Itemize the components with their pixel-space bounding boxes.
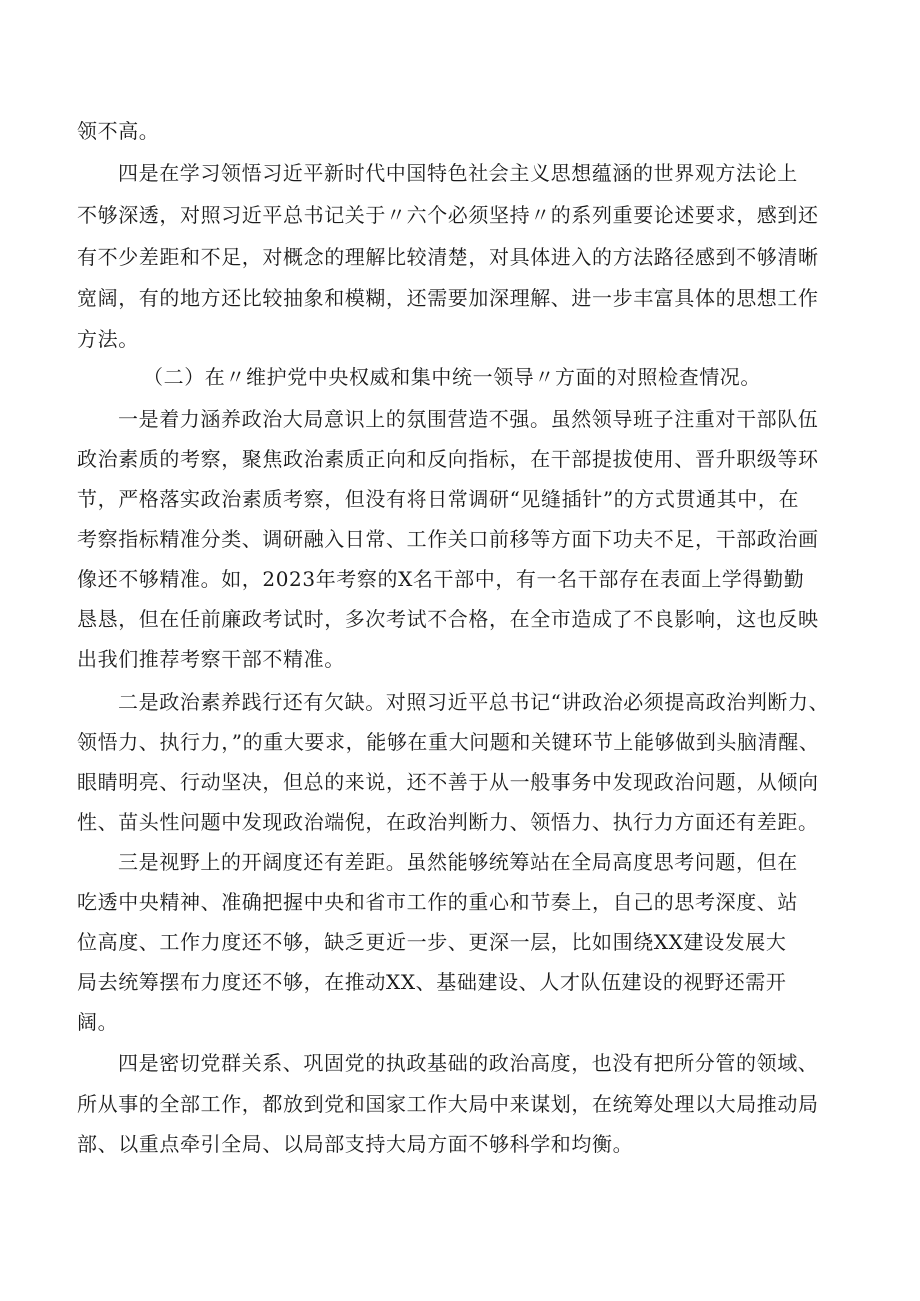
text-line: 四是密切党群关系、巩固党的执政基础的政治高度，也没有把所分管的领域、 bbox=[118, 1051, 819, 1075]
text-line: 局去统筹摆布力度还不够，在推动XX、基础建设、人才队伍建设的视野还需开 bbox=[77, 970, 787, 994]
text-line: 一是着力涵养政治大局意识上的氛围营造不强。虽然领导班子注重对干部队伍 bbox=[118, 407, 819, 431]
section-heading: （二）在〃维护党中央权威和集中统一领导〃方面的对照检查情况。 bbox=[143, 365, 761, 389]
text-line: 阔。 bbox=[77, 1010, 119, 1034]
text-line: 眼睛明亮、行动坚决，但总的来说，还不善于从一般事务中发现政治问题，从倾向 bbox=[77, 770, 819, 794]
text-line: 二是政治素养践行还有欠缺。对照习近平总书记“讲政治必须提高政治判断力、 bbox=[118, 690, 830, 714]
text-line: 节，严格落实政治素质考察，但没有将日常调研“见缝插针”的方式贯通其中，在 bbox=[77, 487, 800, 511]
text-line: 方法。 bbox=[77, 327, 139, 351]
text-line: 位高度、工作力度还不够，缺乏更近一步、更深一层，比如围绕XX建设发展大 bbox=[77, 930, 787, 954]
text-line: 宽阔，有的地方还比较抽象和模糊，还需要加深理解、进一步丰富具体的思想工作 bbox=[77, 286, 819, 310]
text-line: 恳恳，但在任前廉政考试时，多次考试不合格，在全市造成了不良影响，这也反映 bbox=[77, 607, 819, 631]
text-line: 有不少差距和不足，对概念的理解比较清楚，对具体进入的方法路径感到不够清晰 bbox=[77, 245, 819, 269]
text-line: 领不高。 bbox=[77, 119, 160, 143]
text-line: 出我们推荐考察干部不精准。 bbox=[77, 647, 345, 671]
text-line: 部、以重点牵引全局、以局部支持大局方面不够科学和均衡。 bbox=[77, 1132, 634, 1156]
text-line: 三是视野上的开阔度还有差距。虽然能够统筹站在全局高度思考问题，但在 bbox=[118, 850, 798, 874]
text-line: 像还不够精准。如，2023年考察的X名干部中，有一名干部存在表面上学得勤勤 bbox=[77, 567, 805, 591]
text-line: 不够深透，对照习近平总书记关于〃六个必须坚持〃的系列重要论述要求，感到还 bbox=[77, 203, 819, 227]
text-line: 吃透中央精神、准确把握中央和省市工作的重心和节奏上，自己的思考深度、站 bbox=[77, 890, 798, 914]
text-line: 政治素质的考察，聚焦政治素质正向和反向指标，在干部提拔使用、晋升职级等环 bbox=[77, 447, 819, 471]
text-line: 领悟力、执行力，”的重大要求，能够在重大问题和关键环节上能够做到头脑清醒、 bbox=[77, 730, 820, 754]
text-line: 考察指标精准分类、调研融入日常、工作关口前移等方面下功夫不足，干部政治画 bbox=[77, 527, 819, 551]
text-line: 性、苗头性问题中发现政治端倪，在政治判断力、领悟力、执行力方面还有差距。 bbox=[77, 810, 819, 834]
text-line: 四是在学习领悟习近平新时代中国特色社会主义思想蕴涵的世界观方法论上 bbox=[118, 161, 798, 185]
text-line: 所从事的全部工作，都放到党和国家工作大局中来谋划，在统筹处理以大局推动局 bbox=[77, 1092, 819, 1116]
